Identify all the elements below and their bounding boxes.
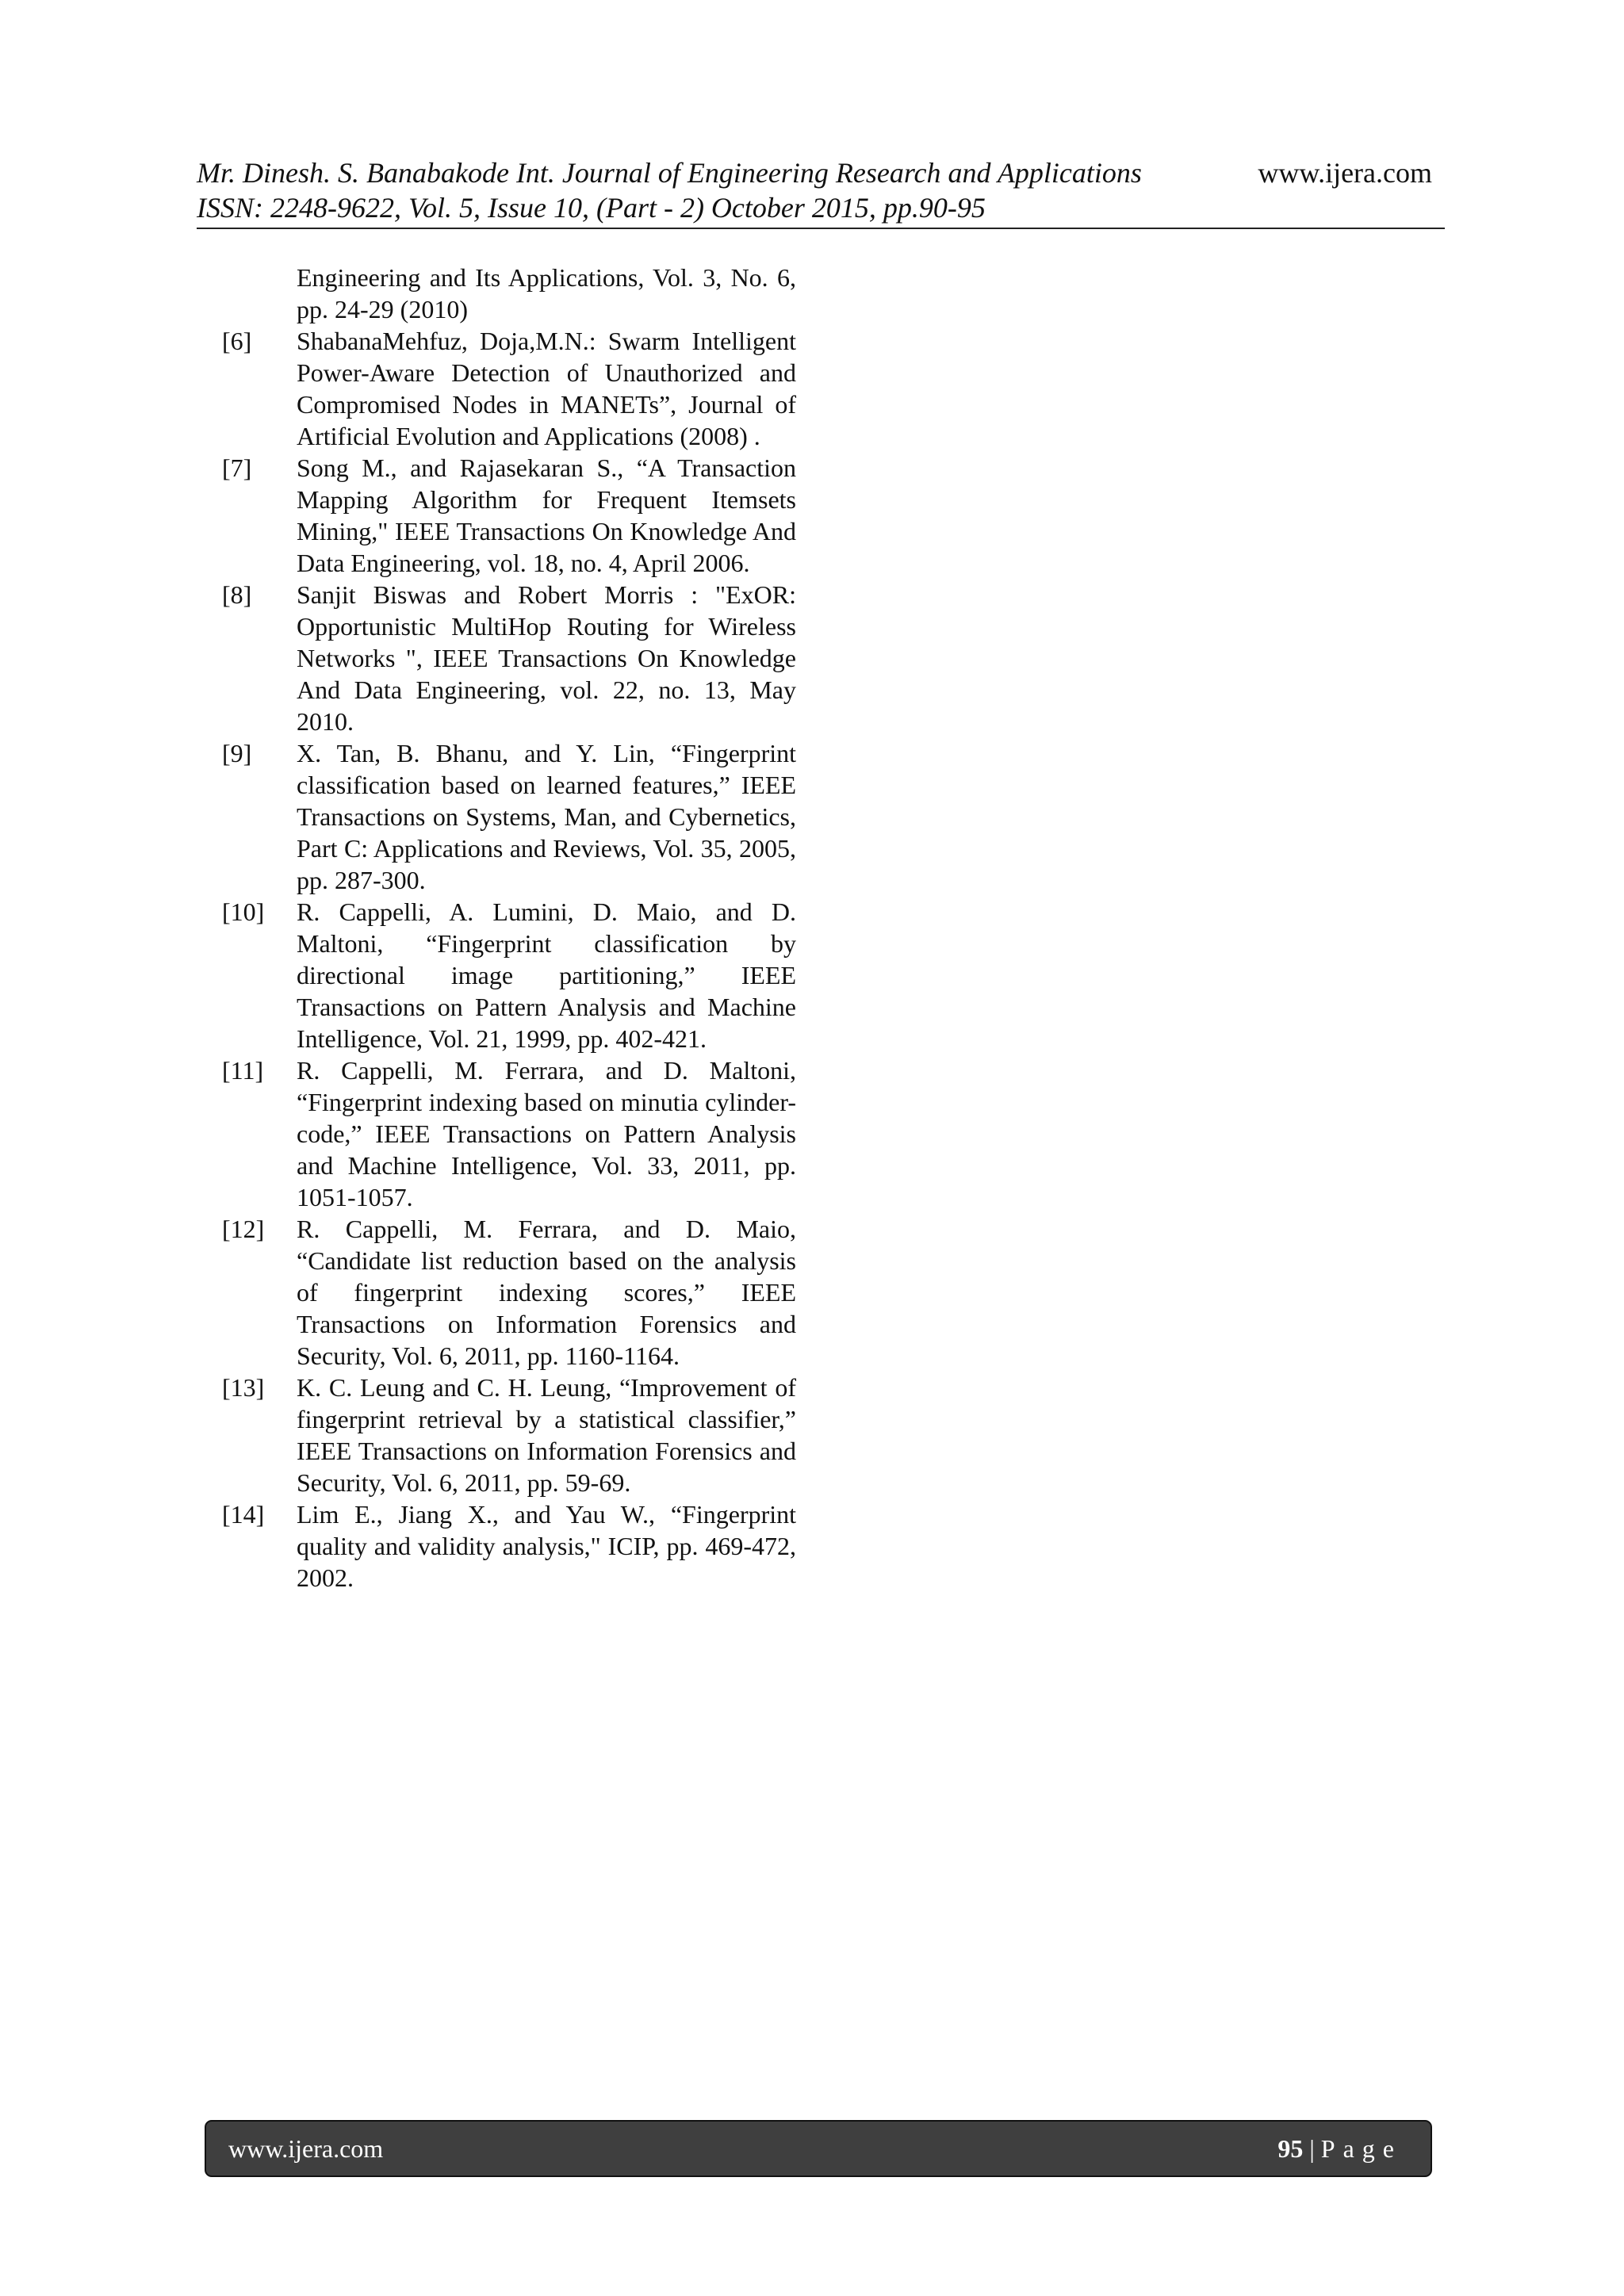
footer-website[interactable]: www.ijera.com [228,2133,384,2163]
reference-item [222,737,796,896]
reference-number: [11] [222,1056,264,1085]
reference-text: R. Cappelli, M. Ferrara, and D. Maio, “Candidate list reduction based on the analysis of fingerprint indexing scores,” IEEE Transactions on Information Forensics and Security, Vol. 6, 2011, pp. 1160-1164. [297,1215,796,1370]
page-footer [205,2120,1432,2177]
reference-item [222,1372,796,1498]
reference-number: [8] [222,580,252,609]
reference-number: [13] [222,1373,265,1402]
reference-text: Song M., and Rajasekaran S., “A Transaction Mapping Algorithm for Frequent Itemsets Mining," IEEE Transactions On Knowledge And Data Engineering, vol. 18, no. 4, April 2006. [297,453,796,577]
reference-list [222,262,796,1594]
reference-item [222,452,796,579]
reference-item [222,325,796,452]
header-line-1 [197,155,1445,190]
reference-text: X. Tan, B. Bhanu, and Y. Lin, “Fingerprint classification based on learned features,” IEEE Transactions on Systems, Man, and Cybernetics, Part C: Applications and Reviews, Vol. 35, 2005, pp. 287-300. [297,739,796,894]
reference-number: [9] [222,739,252,767]
reference-number: [10] [222,897,265,926]
issn-line: ISSN: 2248-9622, Vol. 5, Issue 10, (Part - 2) October 2015, pp.90-95 [197,192,986,224]
page-label: Page [1320,2133,1402,2163]
reference-text: Lim E., Jiang X., and Yau W., “Fingerprint quality and validity analysis," ICIP, pp. 469-472, 2002. [297,1500,796,1592]
reference-text: K. C. Leung and C. H. Leung, “Improvement of fingerprint retrieval by a statistical classifier,” IEEE Transactions on Information Forensics and Security, Vol. 6, 2011, pp. 59-69. [297,1373,796,1497]
journal-title: Mr. Dinesh. S. Banabakode Int. Journal of Engineering Research and Applications [197,157,1142,189]
header-website[interactable]: www.ijera.com [1258,157,1432,189]
reference-number: [6] [222,327,252,355]
reference-item [222,896,796,1054]
reference-continuation: Engineering and Its Applications, Vol. 3, No. 6, pp. 24-29 (2010) [297,263,796,323]
reference-text: R. Cappelli, M. Ferrara, and D. Maltoni, “Fingerprint indexing based on minutia cylinder-code,” IEEE Transactions on Pattern Analysis and Machine Intelligence, Vol. 33, 2011, pp. 1051-1057. [297,1056,796,1211]
header-line-2 [197,190,1445,225]
reference-text: R. Cappelli, A. Lumini, D. Maio, and D. Maltoni, “Fingerprint classification by directional image partitioning,” IEEE Transactions on Pattern Analysis and Machine Intelligence, Vol. 21, 1999, pp. 402-421. [297,897,796,1053]
reference-number: [12] [222,1215,265,1243]
reference-item [222,1213,796,1372]
header-divider [197,228,1445,229]
page-indicator [1277,2134,1402,2164]
reference-number: [14] [222,1500,265,1529]
page-separator: | [1309,2133,1315,2163]
reference-item [222,579,796,737]
reference-text: Sanjit Biswas and Robert Morris : "ExOR: Opportunistic MultiHop Routing for Wireless Networks ", IEEE Transactions On Knowledge And Data Engineering, vol. 22, no. 13, May 2010. [297,580,796,736]
reference-item [222,1054,796,1213]
reference-text: ShabanaMehfuz, Doja,M.N.: Swarm Intelligent Power-Aware Detection of Unauthorized and Compromised Nodes in MANETs”, Journal of Artificial Evolution and Applications (2008) . [297,327,796,450]
running-header [197,155,1445,225]
reference-number: [7] [222,453,252,482]
page-number: 95 [1277,2133,1304,2163]
reference-item [222,1498,796,1594]
